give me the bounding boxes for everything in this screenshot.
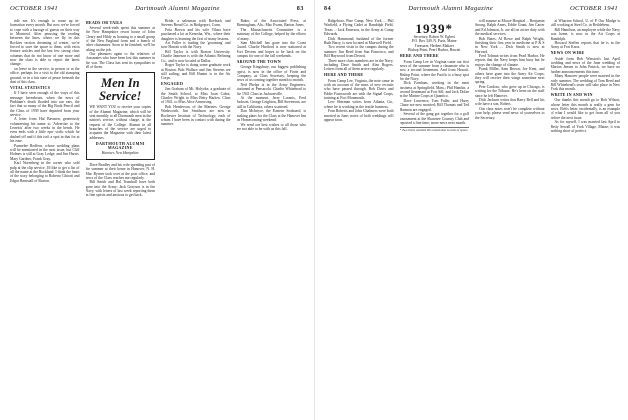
section-heading: HERE AND THERE [399, 53, 439, 59]
paragraph: Fred Tolman writes from Pearl Harbor. He reports that the Navy keeps him busy but he enjoys the change of climate. [475, 54, 545, 67]
paragraph: Dick Hammond, husband of the former Ruth Barry, is now located at Maxwell Field. [324, 36, 394, 45]
paragraph: At the moment, Jerry Loomis, Fred Jackson, George Leighton, Bill Stevenson, are still in California, others scattered. [236, 96, 306, 109]
paragraph: Two recent visits to the campus during the summer: Jim Reed from San Francisco, and Bill Haywood from Detroit. [324, 45, 394, 59]
column-4 [237, 19, 307, 417]
paragraph: Aside from Bob Winston's last April wedding and news of the June wedding of Marion Jensen to John Patrick, we have no further announcements this time. [550, 56, 620, 74]
footnote: * Two items omitted this month due to lack of space. [399, 128, 469, 133]
paragraph: Baker, of the Associated Press, at Birmingham, Ala.; Mac Evans, Barton Jones. [236, 19, 306, 28]
treasurer-address: Bishop Point, Pearl Harbor, Hawaii [408, 47, 461, 52]
paragraph: Frank Miller, Sam Brown, Joe Kent, and others have gone into the Army Air Corps; they will receive their wings sometime next spring. [475, 67, 545, 85]
paragraph: at Wharton School, U. of P. Our Mudge is still working at Steel Co. in Bethlehem. [550, 19, 620, 28]
men-in-service-notice [86, 72, 156, 159]
paragraph: Art Fuller is trading the 'grooming' and now Hawaii with the Navy. [161, 41, 231, 50]
treasurer-line: Treasurer, Herbert Maltzer [414, 43, 454, 48]
notice-signature: DARTMOUTH ALUMNI MAGAZINE [95, 140, 145, 151]
paragraph: will assume at Moore Hospital ... Benjamin Strong, Ralph Ames, Eddie Grant, Jim Carter and Ed Johnson, Jr. are all on active duty with the medical services. [475, 19, 545, 37]
column-2 [400, 19, 470, 417]
magazine-title: Dartmouth Alumni Magazine [135, 5, 220, 12]
section-heading: AROUND THE TOWN [236, 58, 281, 64]
section-heading: NEWS ON WIRE [550, 50, 585, 56]
section-heading: WRITE IN AND WIN [550, 92, 593, 98]
column-group [10, 19, 306, 417]
paragraph: Ned Phelps is in the Army Engineers, stationed at Pensacola. Charlie Whitehead to the 1941 Class in Jacksonville. [236, 82, 306, 96]
paragraph: Fran Roberts and John Chalmers were both married in June; notes of both weddings will appear soon. [324, 109, 394, 122]
paragraph: The Massachusetts Committee is a mainstay of the College, helped by the efforts of many. [236, 27, 306, 41]
paragraph: Howard Steffen reports that he is in the Army at Fort Knox. [550, 41, 620, 50]
column-1 [10, 19, 80, 417]
paragraph: From Camp Lee in Virginia came our first news of the summer from a classmate who is now a second lieutenant. And from Hawaii, Bishop Point, where the Pacific is a busy spot for the Navy. [399, 59, 469, 81]
issue-month: OCTOBER 1941 [10, 5, 58, 12]
secretary-line: Secretary, Robert W. Egbert [413, 35, 455, 39]
notice-body: WE WANT YOU to receive your copies of the Alumni Magazine, which will be sent monthly to all Dartmouth men in the nation's service, without charge, at the request of the College. Alumni in all branches of the service are urged to acquaint the Magazine with their latest addresses. [89, 105, 151, 140]
paragraph: Several of the gang got together for a golf tournament at the Shawnee Country Club and reported a fine time; more news next month. [399, 112, 469, 125]
paragraph: Bill Hamilton, an employee while the Navy was home, is now in the Air Corps at Randolph. [550, 27, 620, 41]
column-2 [86, 19, 156, 417]
right-page [314, 0, 628, 420]
paragraph: Dave Lawrence, Tom Fuller, and Harry Chase are now married; Bill Thomas and Ted Harmon are engaged. [399, 99, 469, 112]
paragraph: Bill Smith and Hal Trumbull have both gone into the Army; Jack Grayson is in the Navy, with letters of last week reporting them in fine spirits and anxious to get back. [85, 180, 155, 198]
paragraph: Parmelee Redfern, whose wedding plans will be mentioned in the next issue, but Cliff Holmes is still at Gray Ledge, and Jim Harris. Mary Gardner, Frank Gray. [10, 143, 80, 161]
notice-place: Hanover, New Hampshire [101, 150, 139, 155]
issue-month: OCTOBER 1941 [570, 5, 618, 12]
section-heading: HEADS OR TAILS [85, 19, 123, 25]
paragraph: Our pleasures again to the relatives of classmates who have been lost this summer in the war. The Class has sent its sympathies to all of them. [85, 52, 155, 70]
paragraph: Dick Farnham, working in the meat business at Springfield, Mass.; Phil Hamlin, a second lieutenant at Fort Sill; and Jack Dolan in the Marine Corps at Quantico. [399, 81, 469, 99]
notice-headline: Men In Service! [99, 76, 142, 104]
paragraph: Many Hanover people were married in the early summer. The wedding of Tom Reed and Bill Whitehead's sister will take place in New York this month. [550, 74, 620, 92]
paragraph: Dave Bradley and his wife spending part of the summer at their home in Hanover, N. H. Mac Byrnes took over at the post office, and news of the Class reaches me regularly. [85, 162, 155, 180]
paragraph: A letter from Hal Bavmen, generously volunteering his name to 'Advertise to the Leavitts' after two weeks in the bench. He even ends with a little epa- sodic which he dashed off and if this isn't a spot in that for at his ease. [10, 117, 80, 144]
paragraph: Three more class members are in the Navy, including Dave Smith and Alan Rogers. Letters from all of them arrive regularly. [324, 58, 394, 72]
column-group [324, 19, 620, 417]
paragraph: Dick Jackson writes that Harry Bell and his wife have a son, Robert. [475, 98, 545, 107]
running-head [10, 5, 304, 17]
running-head [324, 5, 618, 17]
section-heading: HERE AND THERE [324, 72, 364, 78]
section-heading: ENGAGED [161, 81, 184, 87]
paragraph: Stan Mitchell has gone into the Coast Guard. Charlie Hartford is now stationed at Fort Devens and hopes to be back on the campus for one of the fall weekends. [236, 41, 306, 59]
paragraph: Bride, a salesman with Roebuck and Stevens Bread Co. in Bridgeport, Conn. [161, 19, 231, 28]
column-4 [551, 19, 621, 417]
magazine-title: Dartmouth Alumni Magazine [408, 5, 493, 12]
paragraph: Our class notes won't be complete without your help; please send news of yourselves to the Secretary. [475, 107, 545, 120]
page-number: 84 [324, 6, 332, 12]
paragraph: Bob Henderson, of the Marines. George Wadsworth, Jim Smithson are now at Rochester Institute of Technology, each of whom I have been in contact with during the summer. [161, 104, 231, 127]
paragraph: Fritz Brown and his wife Vilma have purchased a lot at Kenosha, Wis., where their daughter is learning the first of many lessons. [161, 27, 231, 41]
section-heading: VITAL STATISTICS [10, 84, 51, 90]
class-year: 1939* [415, 21, 453, 36]
paragraph: Karl Norenberg in the corner who sold pulp at the clip service. I'd like to get a list of all the name at the Rockland. I think the heart of the story belonging to Roberto Ghiotti and Edgar Barnstall of Boston. [10, 161, 80, 183]
paragraph: Roger Taylor is doing some graduate work at Boston. Bob Wallace and Jim Stevens are still sailing; and Bill Hunter is in the Air Corps. [161, 63, 231, 81]
paragraph: Jim Graham of Mt. Holyoke, a graduate of the Smith School, to Miss Joan Cabot. Charles Wright to Miss Betty Harlow. Class of 1941, to Miss Alice Armstrong. [161, 87, 231, 105]
column-3 [475, 19, 545, 417]
class-year-block [400, 22, 470, 52]
paragraph: We send our best wishes to all those who are not able to be with us this fall. [236, 122, 306, 131]
secretary-address: P.O. Box 349, N. Paris, Maine [411, 39, 457, 44]
paragraph: Pete Cardoso, who grew up in Chicago, is writing for the Tribune. He's been on the staff since he left Hanover. [475, 84, 545, 98]
column-1 [324, 19, 394, 417]
paragraph: From Camp Lee, Virginia, the note came in with an account of the mass of new recruits who have passed through. Bob Davis and Eddie Farnsworth are with the Signal Corps, training at Fort Monmouth. [324, 78, 394, 100]
paragraph: Lew Sherman writes from Atlanta, Ga., where he is working in the textile business. [324, 100, 394, 109]
paragraph: Dan McIntyre, the Eastern Seaboard, is making plans for the Class at the Hanover Inn on Homecoming weekend. [236, 109, 306, 122]
paragraph: ride me. It's enough to rouse up in- formation every month. But now we're forced to cope with a barrage of guests on their way to Montreal. After perusing the reading between the lines, where we fly in this Rockies section dreaming of winter, we're forced to save the space to them, with extra feature articles and the last few strong class columns that do not know of one more and now the class is able to report the latest change. [10, 19, 80, 67]
paragraph: Bob Bates, Al Rowe and Ralph Wright, finishing their first year in medicine at P & S in New York ... Dick Smith is now at Harvard. [475, 36, 545, 54]
paragraph: As for myself, I was married last April to Betty Sewall of York Village, Maine; it was nothing short of perfect. [550, 120, 620, 133]
paragraph: Several week-ends spent this summer at the New Hampshire resort house of John Cleary and Hildy as housing to a small group of the New England form and a bunch of other classmates. Soon to be finished, we'll be taking on the job. [85, 25, 155, 52]
paragraph: Ridgeboro, Pine Camp, New York ... Phil Warfield, a Flying Cadet at Randolph Field, Texas ... Jack Emerson, in the Army at Camp Edwards. [324, 19, 394, 37]
paragraph: on leave in the service, in person or at the office, perhaps for a visit to the old stamping ground, or in a fair state of peace beneath the dust of this class. [10, 66, 80, 84]
paragraph: Bill Taylor is with Boston University. Charlie Jameson is with the Atlantic Refining Co., and is now located at Dallas. [161, 49, 231, 63]
column-3 [161, 19, 231, 417]
paragraph: Our thanks this month go to Bob Wilson, whose letter this month is really a gem for news. Bob's letter, incidentally, is an example of what I would like to get from all of you before the next issue. [550, 98, 620, 120]
paragraph: George Kingsbury, our biggest publishing typist, is now in the office of Foote and Company, as Class Secretary, keeping the news of us coming together month to month. [236, 65, 306, 83]
paragraph: If I have seen enough of the ways of this message hereabouts, when the news of Pinkham's death flooded into our ears, the fact that so many of the Big Book Pencil and the Class of 1939 have departed from your service. [10, 91, 80, 117]
page-number: 83 [296, 6, 304, 12]
